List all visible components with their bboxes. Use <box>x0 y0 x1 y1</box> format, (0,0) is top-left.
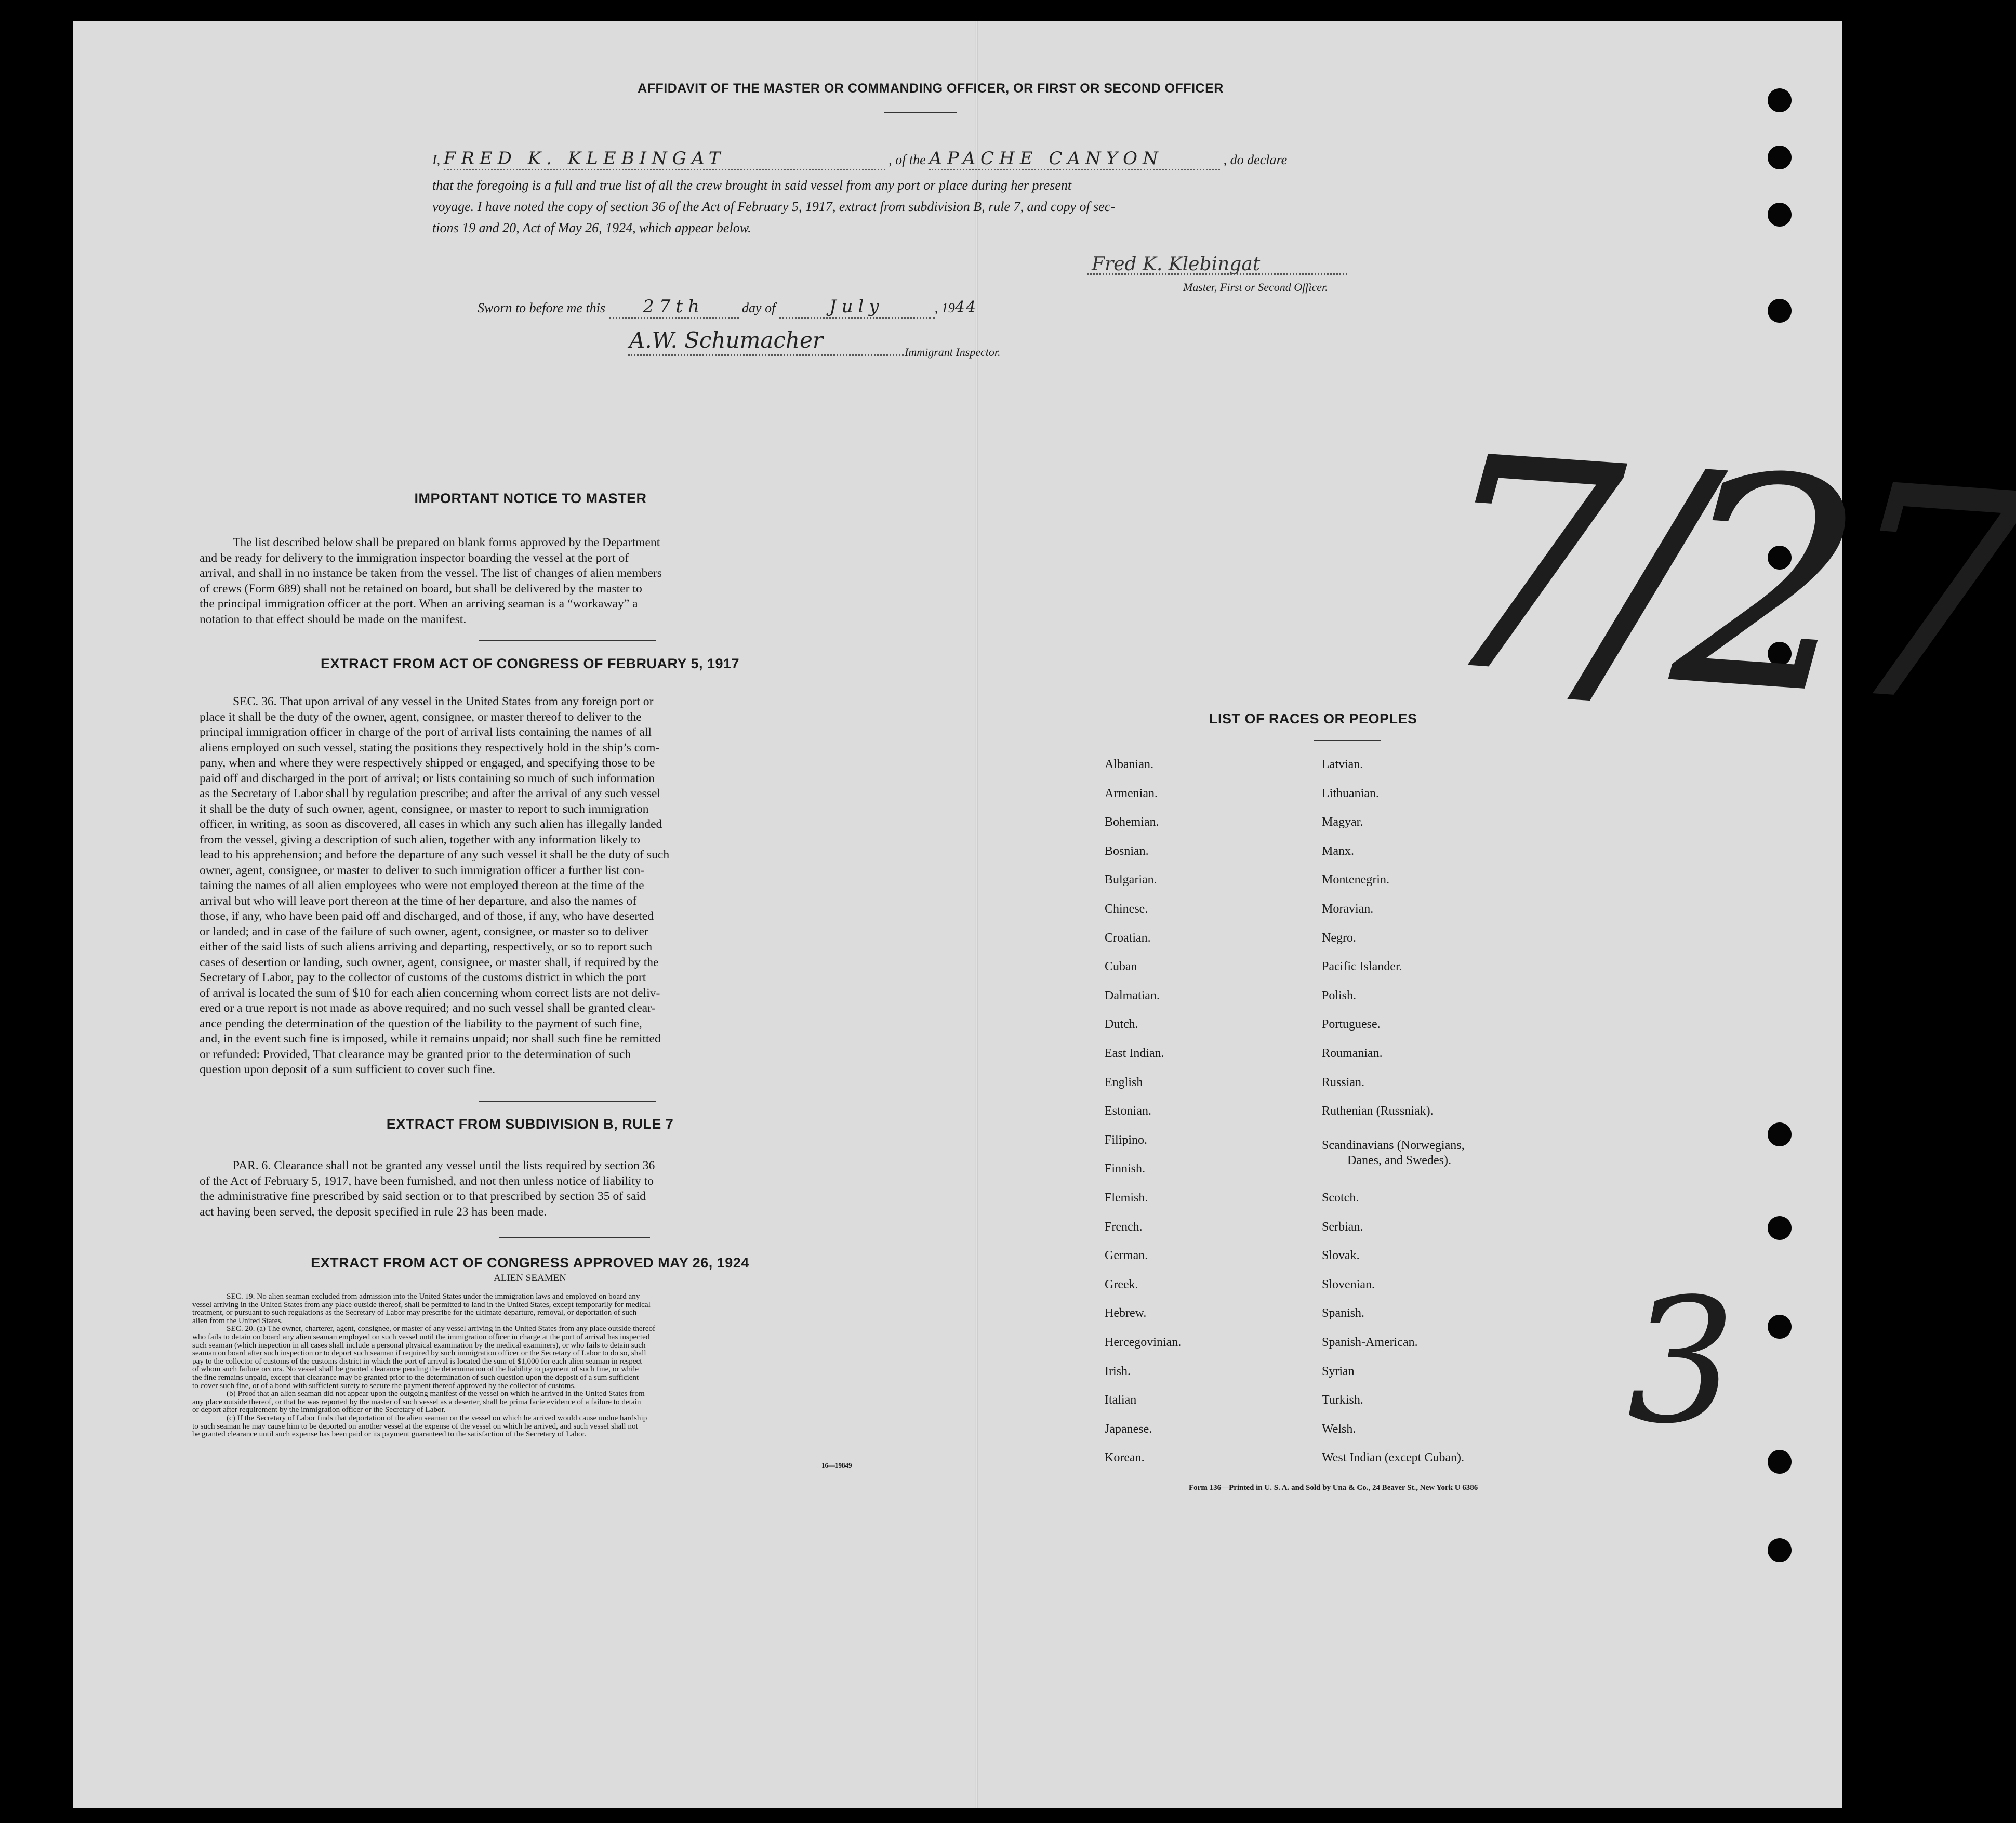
section-rule <box>479 1101 656 1102</box>
extract-line: seaman on board after such inspection or to deport such seaman if required by such immigration officer or the Secretary of Labor to do so, shall <box>192 1349 646 1358</box>
race-item: Japanese. <box>1105 1422 1152 1436</box>
punch-hole <box>1768 88 1792 112</box>
race-item: Negro. <box>1322 931 1356 945</box>
handwritten-page-number: 3 <box>1627 1262 1736 1461</box>
extract-line: of arrival is located the sum of $10 for each alien concerning whom correct lists are not deliv- <box>200 986 660 1000</box>
extract-line: place it shall be the duty of the owner, agent, consignee, or master thereof to deliver to the <box>200 710 642 724</box>
inspector-role-label: Immigrant Inspector. <box>905 346 1001 359</box>
handwritten-date: 7/27 <box>1423 393 2016 771</box>
master-name-field: FRED K. KLEBINGAT <box>444 148 885 170</box>
extract-line: those, if any, who have been paid off and discharged, and of those, if any, who have deserted <box>200 909 654 923</box>
notice-line: notation to that effect should be made on the manifest. <box>200 612 467 626</box>
declaration-body-line: tions 19 and 20, Act of May 26, 1924, which appear below. <box>432 220 751 235</box>
race-item: Manx. <box>1322 844 1354 858</box>
race-item: Korean. <box>1105 1451 1145 1464</box>
extract-1917-title: EXTRACT FROM ACT OF CONGRESS OF FEBRUARY 5, 1917 <box>320 656 740 671</box>
notice-line: arrival, and shall in no instance be taken from the vessel. The list of changes of alien members <box>200 566 662 580</box>
inspector-signature-line <box>628 354 904 356</box>
notice-line: of crews (Form 689) shall not be retained on board, but shall be delivered by the master to <box>200 582 642 596</box>
punch-hole <box>1768 1538 1792 1562</box>
punch-hole <box>1768 1122 1792 1146</box>
extract-line: be granted clearance until such expense has been paid or its payment guaranteed to the satisfaction of the Secretary of Labor. <box>192 1430 587 1439</box>
extract-line: SEC. 20. (a) The owner, charterer, agent, consignee, or master of any vessel arriving in the United States from any place outside thereof <box>227 1324 656 1333</box>
sworn-line <box>478 296 977 319</box>
punch-hole <box>1768 299 1792 323</box>
extract-line: of whom such failure occurs. No vessel shall be granted clearance pending the determination of the liability to payment of such fine, or while <box>192 1365 639 1374</box>
race-item: Cuban <box>1105 960 1137 973</box>
race-item: Scotch. <box>1322 1191 1359 1205</box>
race-item: East Indian. <box>1105 1047 1164 1060</box>
race-item: Syrian <box>1322 1365 1355 1378</box>
race-item: Chinese. <box>1105 902 1148 916</box>
punch-hole <box>1768 146 1792 169</box>
footer-printer: Form 136—Printed in U. S. A. and Sold by Una & Co., 24 Beaver St., New York U 6386 <box>1189 1484 1478 1492</box>
notice-body <box>200 535 860 627</box>
extract-line: officer, in writing, as soon as discovered, all cases in which any such alien has illegally landed <box>200 817 662 831</box>
race-item: English <box>1105 1076 1143 1089</box>
declaration-body <box>432 175 1435 239</box>
extract-line: or landed; and in case of the failure of such owner, agent, consignee, or master so to deliver <box>200 924 648 939</box>
race-item: Welsh. <box>1322 1422 1356 1436</box>
punch-hole <box>1768 203 1792 227</box>
extract-line: from the vessel, giving a description of such alien, together with any information likely to <box>200 833 640 847</box>
extract-line: paid off and discharged in the port of arrival; or lists containing so much of such information <box>200 771 655 785</box>
extract-line: alien from the United States. <box>192 1316 283 1325</box>
extract-line: (c) If the Secretary of Labor finds that deportation of the alien seaman on the vessel on which he arrived would cause undue hardship <box>227 1413 647 1422</box>
race-item: Bosnian. <box>1105 844 1149 858</box>
master-signature: Fred K. Klebingat <box>1092 254 1261 275</box>
race-item: Croatian. <box>1105 931 1151 945</box>
affidavit-title: AFFIDAVIT OF THE MASTER OR COMMANDING OFFICER, OR FIRST OR SECOND OFFICER <box>638 81 1224 96</box>
extract-rule7-body <box>200 1158 860 1220</box>
notice-line: the principal immigration officer at the port. When an arriving seaman is a “workaway” a <box>200 597 638 611</box>
race-item: Moravian. <box>1322 902 1374 916</box>
extract-line: either of the said lists of such aliens arriving and departing, respectively, or so to report such <box>200 940 653 954</box>
of-the-label: , of the <box>888 152 926 167</box>
punch-hole <box>1768 1450 1792 1474</box>
section-rule <box>499 1237 650 1238</box>
extract-line: of the Act of February 5, 1917, have been furnished, and not then unless notice of liability to <box>200 1174 654 1188</box>
race-item: Russian. <box>1322 1076 1365 1089</box>
extract-line: act having been served, the deposit specified in rule 23 has been made. <box>200 1205 547 1219</box>
notice-line: The list described below shall be prepared on blank forms approved by the Department <box>233 536 660 549</box>
notice-line: and be ready for delivery to the immigration inspector boarding the vessel at the port of <box>200 551 629 565</box>
extract-line: vessel arriving in the United States from any place outside thereof, shall be permitted to land in the United States, except temporarily for medical <box>192 1300 651 1309</box>
extract-line: any place outside thereof, or that he was reported by the master of such vessel as a deserter, shall be prima facie evidence of a failure to detain <box>192 1397 641 1406</box>
year-suffix: 44 <box>954 298 977 316</box>
race-item: Spanish. <box>1322 1306 1365 1320</box>
race-item: Turkish. <box>1322 1393 1363 1407</box>
extract-line: and, in the event such fine is imposed, while it remains unpaid; nor shall such fine be remitted <box>200 1032 661 1046</box>
extract-line: PAR. 6. Clearance shall not be granted any vessel until the lists required by section 36 <box>233 1159 655 1172</box>
race-item: Latvian. <box>1322 758 1363 771</box>
extract-line: taining the names of all alien employees who were not employed thereon at the time of the <box>200 879 644 892</box>
extract-line: or deport after requirement by the immigration officer or the Secretary of Labor. <box>192 1405 446 1415</box>
race-item: Dutch. <box>1105 1018 1138 1031</box>
declaration-body-line: that the foregoing is a full and true list of all the crew brought in said vessel from any port or place during her present <box>432 178 1072 193</box>
extract-line: who fails to detain on board any alien seaman employed on such vessel until the immigration officer in charge at the port of arrival has inspected <box>192 1332 650 1341</box>
extract-line: question upon deposit of a sum sufficient to cover such fine. <box>200 1063 495 1076</box>
document-sheet <box>73 21 2016 1808</box>
race-item: Serbian. <box>1322 1220 1363 1234</box>
extract-rule7-title: EXTRACT FROM SUBDIVISION B, RULE 7 <box>386 1116 674 1132</box>
extract-line: to cover such fine, or of a bond with sufficient surety to secure the payment thereof approved by the collector of customs. <box>192 1381 576 1390</box>
sworn-month-field: July <box>779 296 935 319</box>
extract-line: pany, when and where they were respectively shipped or engaged, and specifying those to be <box>200 756 655 770</box>
extract-line: to such seaman he may cause him to be deported on another vessel at the expense of the vessel on which he arrived, and such vessel shall not <box>192 1421 638 1431</box>
section-rule <box>479 640 656 641</box>
race-item: French. <box>1105 1220 1143 1234</box>
race-item: Slovenian. <box>1322 1278 1375 1291</box>
day-of-label: day of <box>742 300 776 315</box>
extract-1924-subtitle: ALIEN SEAMEN <box>494 1273 566 1284</box>
extract-line: the fine remains unpaid, except that clearance may be granted prior to the determination of such question upon the deposit of a sum sufficient <box>192 1372 639 1382</box>
inspector-signature: A.W. Schumacher <box>629 327 823 353</box>
race-item: Scandinavians (Norwegians, <box>1322 1139 1465 1152</box>
punch-hole <box>1768 1315 1792 1339</box>
race-item: Hebrew. <box>1105 1306 1147 1320</box>
center-fold <box>975 21 978 1808</box>
race-item: Bulgarian. <box>1105 873 1157 887</box>
master-signature-line <box>1087 273 1347 275</box>
race-item: Italian <box>1105 1393 1137 1407</box>
race-item: Montenegrin. <box>1322 873 1389 887</box>
master-role-label: Master, First or Second Officer. <box>1183 281 1328 294</box>
declaration-line <box>432 148 1435 170</box>
form-code: 16—19849 <box>821 1461 852 1469</box>
race-item: Bohemian. <box>1105 815 1159 829</box>
race-item: Estonian. <box>1105 1104 1151 1118</box>
extract-line: ance pending the determination of the question of the liability to the payment of such fine, <box>200 1016 642 1031</box>
race-item: West Indian (except Cuban). <box>1322 1451 1464 1464</box>
extract-1924-body <box>192 1292 937 1438</box>
race-item: Polish. <box>1322 989 1357 1002</box>
race-item: Danes, and Swedes). <box>1347 1154 1451 1167</box>
extract-line: (b) Proof that an alien seaman did not appear upon the outgoing manifest of the vessel on which he arrived in the United States from <box>227 1389 645 1398</box>
extract-line: Secretary of Labor, pay to the collector of customs of the customs district in which the port <box>200 971 646 984</box>
extract-line: arrival but who will leave port thereon at the time of her departure, and also the names of <box>200 894 637 908</box>
race-item: Finnish. <box>1105 1162 1146 1175</box>
race-item: Magyar. <box>1322 815 1363 829</box>
extract-1924-title: EXTRACT FROM ACT OF CONGRESS APPROVED MAY 26, 1924 <box>311 1255 749 1271</box>
extract-line: treatment, or pursuant to such regulations as the Secretary of Labor may prescribe for the ultimate departure, removal, or deportation of such <box>192 1308 637 1317</box>
extract-line: aliens employed on such vessel, stating the positions they respectively hold in the ship’s com- <box>200 741 660 755</box>
extract-line: ered or a true report is not made as above required; and no such vessel shall be granted clear- <box>200 1001 656 1015</box>
do-declare-label: , do declare <box>1223 152 1288 167</box>
sworn-day-field: 27th <box>609 296 739 319</box>
notice-title: IMPORTANT NOTICE TO MASTER <box>414 491 647 506</box>
extract-line: it shall be the duty of such owner, agent, consignee, or master to report to such immigration <box>200 802 649 816</box>
title-rule <box>884 112 957 113</box>
extract-line: such seaman (which inspection in all cases shall include a personal physical examination by the medical examiners), or who fails to detain such <box>192 1340 646 1350</box>
race-item: Roumanian. <box>1322 1047 1383 1060</box>
race-item: Filipino. <box>1105 1133 1148 1147</box>
races-title-rule <box>1314 740 1381 741</box>
race-item: Dalmatian. <box>1105 989 1160 1002</box>
extract-line: owner, agent, consignee, or master to deliver to such immigration officer a further list con- <box>200 863 645 877</box>
race-item: Hercegovinian. <box>1105 1336 1182 1349</box>
year-prefix: , 19 <box>934 300 955 315</box>
race-item: Albanian. <box>1105 758 1153 771</box>
punch-hole <box>1768 1216 1792 1240</box>
race-item: Greek. <box>1105 1278 1138 1291</box>
extract-line: SEC. 19. No alien seaman excluded from admission into the United States under the immigration laws and employed on board any <box>227 1292 640 1301</box>
race-item: Ruthenian (Russniak). <box>1322 1104 1434 1118</box>
race-item: Pacific Islander. <box>1322 960 1402 973</box>
race-item: Irish. <box>1105 1365 1131 1378</box>
extract-line: lead to his apprehension; and before the departure of any such vessel it shall be the duty of such <box>200 848 670 862</box>
extract-line: the administrative fine prescribed by said section or to that prescribed by section 35 of said <box>200 1190 646 1203</box>
races-title: LIST OF RACES OR PEOPLES <box>1209 711 1417 726</box>
extract-line: SEC. 36. That upon arrival of any vessel in the United States from any foreign port or <box>233 695 654 708</box>
race-item: Spanish-American. <box>1322 1336 1418 1349</box>
race-item: Portuguese. <box>1322 1018 1381 1031</box>
race-item: Flemish. <box>1105 1191 1148 1205</box>
declaration-body-line: voyage. I have noted the copy of section 36 of the Act of February 5, 1917, extract from subdivision B, rule 7, and copy of sec- <box>432 199 1116 214</box>
extract-line: or refunded: Provided, That clearance may be granted prior to the determination of such <box>200 1047 631 1061</box>
race-item: German. <box>1105 1249 1148 1262</box>
race-item: Lithuanian. <box>1322 787 1379 800</box>
extract-line: cases of desertion or landing, such owner, agent, consignee, or master shall, if required by the <box>200 955 659 969</box>
extract-line: as the Secretary of Labor shall by regulation prescribe; and after the arrival of any such vessel <box>200 787 661 800</box>
race-item: Slovak. <box>1322 1249 1360 1262</box>
race-item: Armenian. <box>1105 787 1158 800</box>
extract-1917-body <box>200 694 860 1078</box>
vessel-name-field: APACHE CANYON <box>929 148 1220 170</box>
extract-line: principal immigration officer in charge of the port of arrival lists containing the names of all <box>200 725 652 739</box>
sworn-label: Sworn to before me this <box>478 300 606 315</box>
extract-line: pay to the collector of customs of the customs district in which the port of arrival is located the sum of $1,000 for each alien seaman in respect <box>192 1356 642 1366</box>
i-label: I, <box>432 152 441 167</box>
